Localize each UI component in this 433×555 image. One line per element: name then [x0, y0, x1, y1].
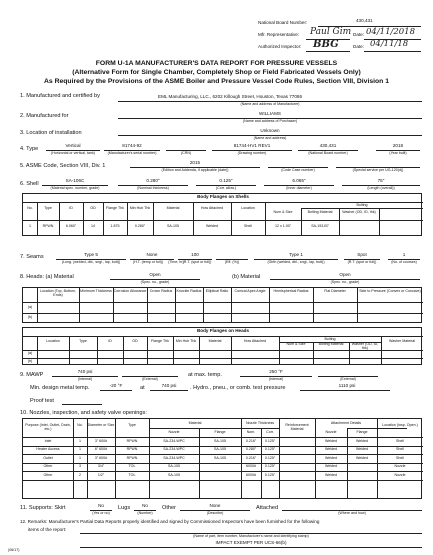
nozzle-cell: 2 [79, 473, 81, 477]
purchaser-value: WILLIAMS [259, 111, 281, 116]
nozzle-cell: RFWN [126, 455, 138, 460]
shell-flange-cell: 6.060" [65, 224, 77, 228]
field-3-label: 3. Location of installation [20, 130, 82, 136]
shell-flange-cell: 1 [29, 224, 31, 228]
date-label: Date: [353, 32, 364, 37]
field-9-label: 9. MAWP [20, 372, 44, 378]
heads-header-cell: Corrosion Allowance [113, 289, 147, 293]
mdmt-p-line [150, 390, 188, 391]
proof-test-label: Proof test [30, 398, 54, 404]
form-subtitle-2: As Required by the Provisions of the ASME Boiler and Pressure Vessel Code Rules, Section VIII, Division 1 [44, 78, 389, 85]
shell-flange-header-cell: Bolting Material [307, 210, 333, 214]
nozzle-header-cell: No. [77, 423, 83, 427]
nozzle-cell: 0.216" [245, 455, 257, 460]
nozzle-cell: 0.125" [264, 464, 276, 469]
table-rule [301, 208, 423, 209]
girth-rt: Spot [357, 252, 367, 257]
time-caption: (Time, hr) [168, 260, 184, 264]
number-of-courses: 1 [402, 252, 406, 257]
nozzle-subheader: Nom. [246, 430, 256, 434]
shell-flanges-table [22, 193, 422, 236]
shell-flange-header-cell: Washer (OD, ID, thk) [342, 210, 376, 214]
nozzle-subheader: Corr. [266, 430, 274, 434]
column-divider [279, 336, 280, 365]
nozzle-cell: SA-234-WPC [163, 438, 185, 443]
heads-header-cell: Minimum Thickness [80, 289, 112, 293]
location-value: Unknown [260, 128, 280, 133]
shell-flange-header-cell: Type [44, 206, 52, 210]
crn-caption: (CRN) [180, 151, 192, 155]
date-label-2: Date: [353, 44, 364, 49]
nozzle-header-cell: Reinforcement Material [285, 423, 309, 431]
impact-exempt-note: IMPACT EXEMPT PER UCS-66(b) [215, 540, 287, 545]
field-1-caption: (Name and address of Manufacturer) [240, 102, 300, 106]
inspector-date-line [364, 51, 421, 52]
attached-caption: (Where and how) [338, 511, 366, 515]
shell-flange-header-cell: No. [27, 206, 33, 210]
field-4-label: 4. Type [20, 146, 39, 152]
shell-flange-header-cell: How Attached [200, 206, 224, 210]
corrosion-caption: (Corr. allow.) [215, 186, 237, 190]
test-pressure-label: . Hydro., pneu., or comb. test pressure [190, 385, 286, 391]
nozzle-cell: TOL [128, 473, 136, 477]
nozzle-cell: 0.125" [264, 473, 276, 477]
shell-bolting-header: Bolting [356, 203, 368, 207]
shell-flange-header-cell: OD [90, 206, 96, 210]
nozzle-cell: Shell [396, 438, 404, 443]
head-flange-header-cell: Flange Thk [151, 339, 169, 343]
inspector-signature: BBG [313, 39, 339, 50]
national-board-number-value: 430,431 [356, 18, 373, 23]
code-edition: 2015 [189, 160, 201, 165]
head-bolting-header: Bolting [324, 337, 336, 341]
nozzle-cell: Welded [324, 455, 338, 460]
nozzle-cell: Welded [355, 447, 369, 452]
mawp-external-caption: (External) [142, 377, 158, 381]
nozzle-cell: SA-234-WPC [163, 447, 185, 452]
nozzle-subheader: Flange [356, 430, 368, 434]
table-rule [149, 428, 279, 429]
national-board-number-label: National Board Number: [258, 20, 308, 25]
eff-caption: (Eff. (%)) [224, 260, 240, 264]
inspector-date-handwritten: 04/11/18 [370, 39, 409, 49]
shell-length: 75" [377, 178, 385, 183]
field-7-label: 7. Seams [20, 254, 44, 260]
nozzle-cell: SA-105 [168, 464, 180, 469]
field-12-label: 12. Remarks: Manufacturer's Partial Data Reports properly identified and signed by Commissioned Inspectors have been furnished for the following [20, 519, 320, 524]
shell-thickness: 0.280" [146, 178, 160, 183]
remarks-caption: (Name of part, item number, Manufacturer's name and identifying stamp) [193, 534, 309, 538]
shell-flange-cell: SA-105 [167, 224, 179, 228]
shell-material: SA-106C [65, 178, 85, 183]
lugs-caption: (Number) [137, 511, 153, 515]
shell-flange-cell: 14 [91, 224, 95, 228]
nozzle-cell: SA-105 [214, 447, 226, 452]
head-b-material: Open [339, 272, 351, 277]
nozzle-cell: Nozzle [394, 464, 406, 469]
nozzle-cell: Welded [324, 438, 338, 443]
row-divider [23, 471, 423, 472]
nozzle-cell: 1 [79, 455, 81, 460]
nozzle-cell: 0.125" [264, 438, 276, 443]
type-caption: (Horizontal or vertical, tank) [51, 151, 95, 155]
nozzle-header-cell: Material [188, 421, 202, 425]
nozzle-header-cell: Nozzle Thickness [245, 421, 275, 425]
shell-flange-cell: SA-193-B7 [311, 224, 329, 228]
nozzles-table [22, 418, 422, 499]
table-rule [23, 437, 423, 438]
head-flange-header-cell: Min Hub Thk [175, 339, 197, 343]
nozzle-cell: Outlet [43, 455, 53, 460]
heads-row-label: (a) [27, 305, 33, 309]
heads-header-cell: Conical Apex Angle [234, 289, 266, 293]
temp-external-caption: (External) [340, 377, 356, 381]
heads-header-cell: Knuckle Radius [176, 289, 202, 293]
head-flange-header-cell: Num & Size [286, 342, 306, 346]
nozzle-cell: Welded [324, 473, 338, 477]
other-support-value: None [209, 503, 221, 508]
nozzle-cell: 0.216" [245, 438, 257, 443]
shell-flange-header-cell: Min Hub Thk [129, 206, 151, 210]
max-temp-label: at max. temp. [188, 372, 222, 378]
head-flange-header-cell: How Attached [243, 339, 267, 343]
shell-flange-header-cell: Num & Size [273, 210, 293, 214]
thickness-caption: (Nominal thickness) [137, 186, 169, 190]
heat-caption: (H.T. (temp or full)) [133, 260, 163, 264]
column-divider [379, 208, 380, 236]
nozzle-cell: Welded [355, 438, 369, 443]
nozzle-header-cell: Location (Insp. Open.) [382, 423, 418, 427]
heads-header-cell: Side to Pressure (Convex or Concave) [359, 289, 421, 293]
head-flange-header-cell: Material [208, 339, 222, 343]
nozzle-cell: 3/4" [97, 464, 105, 469]
nozzle-cell: Shell [396, 455, 404, 460]
field-8-label: 8. Heads: (a) Material [20, 274, 74, 280]
shell-corrosion: 0.125" [219, 178, 233, 183]
shell-flange-header-cell: ID [69, 206, 73, 210]
nozzle-cell: 0.125" [264, 447, 276, 452]
nozzle-header-cell: Purpose (Inlet, Outlet, Drain, etc.) [25, 423, 71, 431]
nozzle-cell: SA-105 [214, 438, 226, 443]
head-a-caption: (Spec. no., grade) [140, 280, 170, 284]
head-a-material: Open [149, 272, 161, 277]
heads-header-cell: Crown Radius [149, 289, 173, 293]
lugs-value: No [142, 503, 148, 508]
head-flanges-title: Body Flanges on Heads [196, 328, 250, 333]
table-rule [23, 358, 423, 359]
table-rule [23, 313, 423, 314]
head-b-caption: (Spec. no., grade) [330, 280, 360, 284]
mfr-date-handwritten: 04/11/2018 [366, 27, 415, 37]
nozzle-cell: Other [43, 473, 53, 477]
mfr-representative-label: Mfr. Representative: [258, 32, 300, 37]
year-built: 2018 [392, 143, 404, 148]
form-subtitle: (Alternative Form for Single Chamber, Completely Shop or Field Fabricated Vessels Only) [72, 69, 361, 76]
nozzle-cell: Shell [396, 447, 404, 452]
inspector-sig-line [306, 51, 350, 52]
skirt-caption: (Yes or no) [92, 511, 110, 515]
field-11-label: 11. Supports: Skirt [20, 505, 66, 511]
column-divider [265, 202, 266, 236]
heads-header-cell: Location (Top, Bottom, Ends) [40, 289, 76, 297]
shell-flange-cell: Welded [205, 224, 219, 228]
mdmt-value: -20 °F [109, 383, 123, 388]
shell-flange-header-cell: Flange Thk [106, 206, 124, 210]
form-title: FORM U-1A MANUFACTURER'S DATA REPORT FOR PRESSURE VESSELS [95, 60, 338, 67]
field-3-caption: (Name and address) [253, 136, 287, 140]
manufacturer-value: EML Manufacturing, LLC., 6202 Killough Street, Houston, Texas 77086 [158, 94, 303, 99]
year-caption: (Year built) [389, 151, 407, 155]
nozzle-cell: 3" 600# [94, 455, 108, 460]
shell-flange-cell: RFWN [42, 224, 54, 228]
test-line [300, 390, 390, 391]
field-6-label: 6. Shell [20, 181, 39, 187]
heads-header-cell: Hemispherical Radius [273, 289, 309, 293]
shell-flange-cell: Shell [244, 224, 252, 228]
nozzle-cell: TOL [128, 464, 136, 469]
nozzle-cell: 6" 600# [94, 447, 108, 452]
table-rule [23, 336, 423, 337]
head-flange-header-cell: Bolting Material [318, 342, 344, 346]
seam-long: Type 5 [84, 252, 98, 257]
serial-number: 81744-92 [122, 143, 142, 148]
shell-flange-cell: 1.875 [110, 224, 120, 228]
skirt-value: No [98, 503, 104, 508]
nozzle-cell: SA-105 [168, 473, 180, 477]
heads-header-cell: Flat Diameter [324, 289, 346, 293]
drawing-caption: (Drawing number) [237, 151, 267, 155]
mawp-value: 740 psi [77, 369, 93, 374]
head-flange-header-cell: Washer Material [388, 339, 416, 343]
field-2-label: 2. Manufactured for [20, 113, 69, 119]
seam-girth: Type 1 [289, 252, 303, 257]
nozzle-cell: 1 [79, 438, 81, 443]
table-rule [23, 302, 423, 303]
nb-caption: (National Board number) [308, 151, 348, 155]
temp-internal-caption: (Internal) [268, 377, 284, 381]
girth-rt-caption: (R.T. (spot or full)) [347, 260, 377, 264]
edition-caption: (Edition and Addenda, if applicable (date)) [161, 168, 229, 172]
other-caption: (Describe) [206, 511, 224, 515]
nozzle-cell: 0.125" [264, 455, 276, 460]
nozzle-header-cell: Type [128, 423, 136, 427]
seam-heat-treatment: None [146, 252, 158, 257]
nozzle-cell: SA-234-WPC [163, 455, 185, 460]
drawing-number: 81744-HV1 REV1 [233, 143, 271, 148]
seam-rt: 100 [191, 252, 199, 257]
test-pressure-value: 1110 psi [338, 383, 356, 388]
nozzle-cell: 3 [79, 464, 81, 469]
heads-row-label: (b) [27, 315, 33, 319]
nozzle-header-cell: Diameter or Size [87, 423, 115, 427]
courses-caption: (No. of courses) [391, 260, 417, 264]
row-divider [23, 463, 423, 464]
nozzle-cell: Welded [324, 447, 338, 452]
nozzle-cell: Nozzle [394, 473, 406, 477]
serial-caption: (Manufacturer's serial number) [107, 151, 157, 155]
vessel-type: Vertical [65, 143, 81, 148]
head-flange-row-label: (a) [27, 351, 33, 355]
attached-label: Attached [256, 505, 279, 511]
other-label: Other [162, 505, 176, 511]
row-divider [23, 480, 423, 481]
remarks-line-2 [80, 547, 422, 548]
field-12-line-2: items of the report: [28, 527, 67, 532]
heads-table [22, 287, 422, 323]
nozzle-cell: RFWN [126, 438, 138, 443]
heads-header-cell: Elliptical Ratio [205, 289, 229, 293]
head-flange-header-cell: Type [79, 339, 87, 343]
nozzle-cell: Welded [324, 464, 338, 469]
mdmt-at-label: at [140, 385, 145, 391]
nozzle-cell: Heater Access [36, 447, 60, 452]
head-flange-header-cell: OD [132, 339, 138, 343]
nozzle-cell: Other [43, 464, 53, 469]
field-5-label: 5. ASME Code, Section VIII, Div. 1 [20, 163, 106, 169]
mdmt-pressure: 740 psi [161, 383, 177, 388]
head-flange-row-label: (b) [27, 359, 33, 363]
field-1-label: 1. Manufactured and certified by [20, 93, 100, 99]
length-caption: (Length (overall)) [367, 186, 395, 190]
shell-diameter: 6.065" [292, 178, 306, 183]
mdmt-label: Min. design metal temp. [30, 385, 90, 391]
form-revision: (06/17) [8, 548, 20, 552]
nozzle-cell: Welded [355, 455, 369, 460]
long-caption: (Long. (welded, dbl., sngl., lap, butt)) [61, 260, 121, 264]
nozzle-cell: 6000# [246, 473, 256, 477]
nozzle-cell: 3" 600# [94, 438, 108, 443]
nozzle-cell: 6000# [246, 464, 256, 469]
nozzle-subheader: Flange [214, 430, 226, 434]
shell-flange-cell: 12 x 1.00" [274, 224, 292, 228]
shell-flange-cell: 0.280" [134, 224, 146, 228]
authorized-inspector-label: Authorized Inspector: [258, 44, 302, 49]
nozzle-subheader: Nozzle [325, 430, 337, 434]
diameter-caption: (Inner diameter) [286, 186, 312, 190]
nozzle-cell: 1 [79, 447, 81, 452]
head-flanges-table [22, 327, 422, 365]
special-service-caption: (Special service per UG-120(d)) [352, 168, 404, 172]
nozzle-cell: RFWN [126, 447, 138, 452]
nozzle-cell: 0.280" [245, 447, 257, 452]
head-b-label: (b) Material [232, 274, 261, 280]
nozzle-header-cell: Attachment Details [330, 421, 362, 425]
shell-flange-header-cell: Material [166, 206, 180, 210]
lugs-label: Lugs [118, 505, 131, 511]
head-flange-header-cell: ID [108, 339, 112, 343]
nb-number: 430,431 [319, 143, 337, 148]
shell-flanges-title: Body Flanges on Shells [197, 194, 249, 199]
shell-flange-header-cell: Location [241, 206, 255, 210]
nozzle-cell: Inlet [44, 438, 52, 443]
field-2-caption: (Name and address of Purchaser) [242, 119, 298, 123]
proof-line [62, 404, 102, 405]
nozzle-cell: SA-105 [214, 455, 226, 460]
max-temp-value: 250 °F [269, 369, 283, 374]
nozzle-subheader: Nozzle [168, 430, 180, 434]
rt-caption: (R.T. (spot or full)) [182, 260, 212, 264]
field-10-label: 10. Nozzles, inspection, and safety valve openings: [20, 410, 147, 416]
girth-caption: (Girth (welded, dbl., sngl., lap, butt)) [267, 260, 325, 264]
mawp-internal-caption: (Internal) [77, 377, 93, 381]
head-flange-header-cell: Location [46, 339, 60, 343]
material-caption: (Material spec. number, grade) [50, 186, 100, 190]
nozzle-cell: 1/2" [97, 473, 105, 477]
head-flange-header-cell: Washer (OD, ID, thk) [351, 342, 379, 350]
mfr-representative-signature: Paul Gim [310, 27, 352, 37]
mdmt-line [100, 390, 132, 391]
code-case-caption: (Code Case number) [281, 168, 315, 172]
